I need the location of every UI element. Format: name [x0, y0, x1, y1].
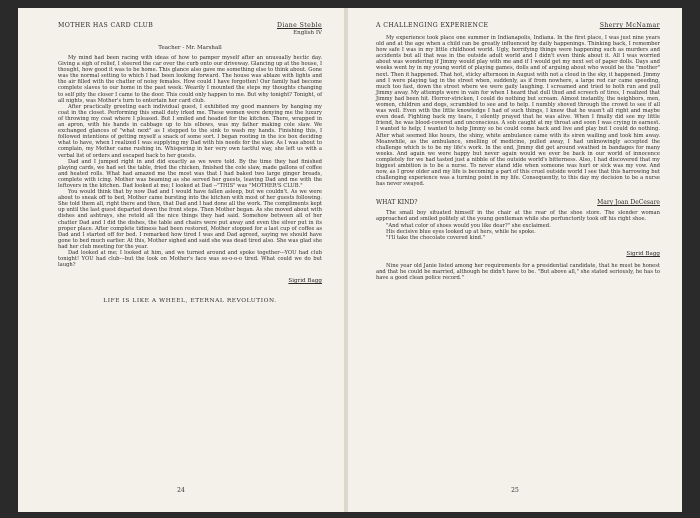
story-paragraph: Dad looked at me; I looked at him, and we turned around and spoke together---YOU had club tonight! YOU had club---but the look on Mother's face was so-o-o-o tired. What could we do but laugh? [58, 250, 322, 269]
section-paragraph: His decisive blue eyes looked up at hers, while he spoke. [386, 228, 536, 235]
teacher-line: Teacher - Mr. Marshall [158, 45, 222, 51]
right-page [348, 8, 682, 512]
signature: Sigrid Bagg [288, 278, 322, 285]
story-body [376, 35, 660, 187]
story-body [58, 55, 322, 268]
story-paragraph: My experience took place one summer in Indianapolis, Indiana. In the first place, I was just nine years old and at the age when a child can be greatly influenced by daily happenings. Thinking back, I remember how safe I was in my little childhood world. Ugly, horrifying things were happening such as murders and accidents but all that was in the outside adult world and I didn't even think about it. All I was worried about was wondering if Jimmy would play with me and if I would get my next set of paper dolls. Days and weeks went by in my young world of playing games, dolls and of arguing about who would be the "mother" next. Then it happened. That hot, sticky afternoon in August with not a cloud in the sky, it happened. Jimmy and I were playing tag in the street when, suddenly, as if from nowhere, a large red car came speeding, much too fast, down the street where we were gaily laughing. I screamed and tried to both run and pull Jimmy away. My attempts were in vain for when I heard that dull thud and screech of tires, I realized that Jimmy had been hit. Horror-stricken, I could do nothing but scream. Almost instantly, the neighbors, men, women, children and dogs, scrambled to see and to help. I numbly shoved through the crowd to see if all was well. Even with the little knowledge I had of such things, I knew that he wasn't all right and maybe even dead. Fighting back my tears, I silently prayed that he was alive. When I finally did see my little friend, he was blood-covered and unconscious. A sob caught at my throat and soon I was crying in earnest. I wanted to help; I wanted to help Jimmy so he could come back and live and play but I could do nothing. After what seemed like hours, the shiny, white ambulance came with its siren wailing and took him away. Meanwhile, as the ambulance, smelling of medicine, pulled away, I had unknowingly accepted the challenge which is to be my life's work. In the end, Jimmy did get around swathed in bandages for many weeks. And again we were happy but never again would we ever be back in our world of innocence completely for we had tasted just a nibble of the outside world's bitterness. Also, I had discovered that my biggest ambition is to be a nurse. To never stand idle when someone was hurt or sick was my vow. And now, as I grow older and my life is becoming a part of this cruel outside world I see that this harrowing but challenging experience was a turning point in my life. Consequently, to this day my decision to be a nurse has never swayed. [376, 35, 660, 188]
section-header [376, 199, 660, 206]
right-running-header [376, 22, 660, 29]
anecdote-body [376, 263, 660, 281]
section-paragraph: "And what color of shoes would you like dear?" she exclaimed. [386, 222, 551, 229]
section-title: WHAT KIND? [376, 199, 418, 207]
story-paragraph: My mind had been racing with ideas of how to pamper myself after an unusually hectic day. Giving a sigh of relief, I steered the car over the curb onto our driveway. Glancing up at the house, I thought, how good it was to be home. This glance also gave me something else to think about. Gone was the normal setting to which I had been looking forward. The house was ablaze with lights and the air filled with the chatter of noisy females. How could I have forgotten! Our family had become complete slaves to our home in the past week. Wearily I mounted the steps my thoughts changing to self pity the closer I came to the door. This could only happen to me. But why tonight? Tonight, of all nights, was Mother's turn to entertain her card club. [58, 55, 322, 104]
story-paragraph: Dad and I jumped right in and did exactly as we were told. By the time they had finished playing cards, we had set the table, fried the chicken, finished the cole slaw, made gallons of coffee and heated rolls. What had amazed me the most was that I had baked two large ginger breads, complete with icing. Mother was beaming as she served her guests, leaving Dad and me with the leftovers in the kitchen. Dad looked at me; I looked at Dad --"THIS" was "MOTHER'S CLUB." [58, 158, 322, 189]
motto: LIFE IS LIKE A WHEEL, ETERNAL REVOLUTION. [103, 298, 277, 305]
class-line: English IV [293, 30, 322, 36]
anecdote-paragraph: Nine year old Janie listed among her requirements for a presidential candidate, that he must be honest and that he could be married, although he didn't have to be. "But above all," she stated seriously, he has to have a good clean police record." [376, 262, 660, 281]
left-running-header [58, 22, 322, 29]
story-author: Diane Steble [276, 22, 322, 29]
story-paragraph: You would think that by now Dad and I would have fallen asleep, but we couldn't. As we were about to sneak off to bed, Mother came bursting into the kitchen with most of her guests following. She told them all, right there and then, that Dad and I had done all the work. The compliments kept up until the last guest departed down the front steps. Then Mother began. As she moved about with dishes and ashtrays, she retold all the nice things they had said. Somehow between all of her chatter Dad and I did the dishes, the table and chairs were put away and even the silver put in its proper place. After complete tidiness had been restored, Mother stopped for a last cup of coffee as Dad and I started off for bed. I remarked how tired I was and Dad agreed, saying we should have gone to bed much earlier. At this, Mother sighed and said she was dead tired also. She was glad she had her club meeting for the year. [58, 189, 323, 250]
section-author: Mary Joan DeCesare [597, 199, 660, 207]
section-paragraph: "I'll take the chocolate covered kind." [386, 234, 486, 241]
story-paragraph: After practically greeting each individual guest, I exhibited my good manners by hanging my coat in the closet. Performing this small duty irked me. These women were denying me the luxury of throwing my coat where I pleased. But I smiled and headed for the kitchen. There, wrapped in an apron, with his hands in cabbage up to his elbows, was my father making cole slaw. We exchanged glances of "what next" as I stepped to the sink to wash my hands. Finishing this, I followed intentions of getting myself a snack of some sort. I began rooting in the ice box deciding what to have, when I realized I was supplying my Dad with his needs for the slaw. As I was about to complain, my Mother came rushing in. Whispering in her very own tactful way, she left us with a verbal list of orders and escaped back to her guests. [58, 103, 322, 159]
signature: Sigrid Bagg [626, 250, 660, 257]
page-number: 25 [511, 487, 519, 494]
section-paragraph: The small boy situated himself in the chair at the rear of the shoe store. The slender woman approached and smiled politely at the young gentleman while she perfunctorily took off his right shoe. [376, 210, 660, 223]
story-author: Sherry McNamar [599, 22, 660, 29]
left-page [18, 8, 345, 512]
section-body [376, 210, 660, 240]
story-title: MOTHER HAS CARD CLUB [58, 22, 154, 29]
page-number: 24 [177, 487, 185, 494]
story-title: A CHALLENGING EXPERIENCE [376, 22, 489, 29]
